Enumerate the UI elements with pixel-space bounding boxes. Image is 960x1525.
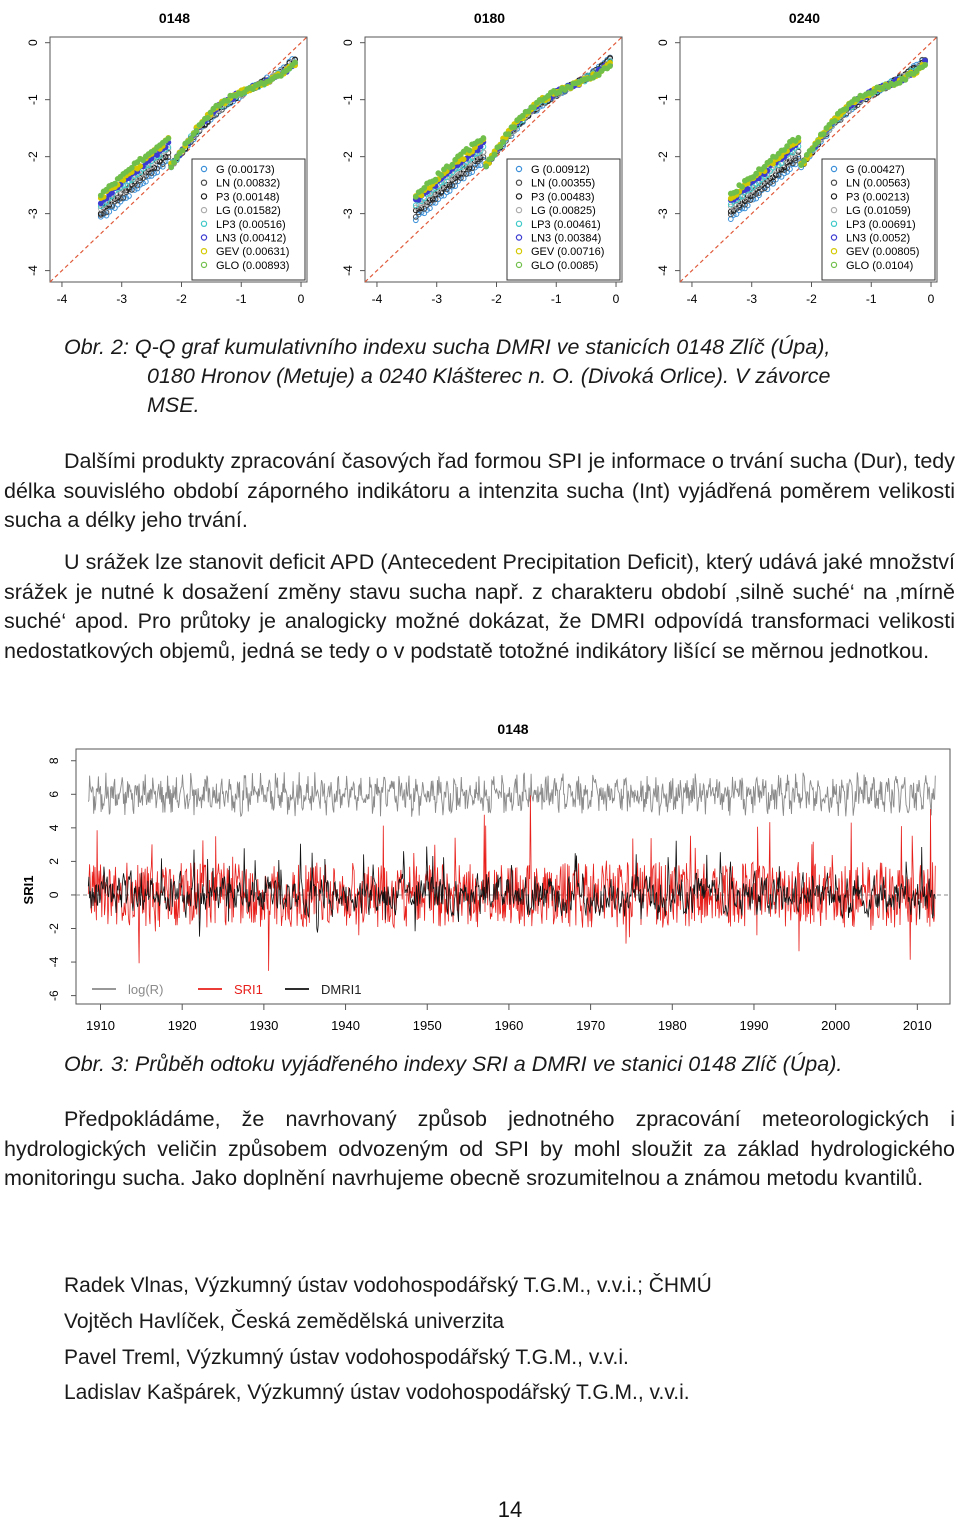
x-tick-label: 1920 [167,1018,197,1033]
y-tick-label: -2 [47,923,61,934]
qq-point [740,184,745,189]
author-3: Pavel Treml, Výzkumný ústav vodohospodářský T.G.M., v.v.i. [64,1346,629,1369]
qq-point [461,157,466,162]
qq-point [129,165,134,170]
qq-point [785,144,790,149]
figure3-caption: Obr. 3: Průběh odtoku vyjádřeného indexy SRI a DMRI ve stanici 0148 Zlíč (Úpa). [64,1052,843,1076]
qq-point [467,148,472,153]
qq-legend-label: LN (0.00563) [846,177,911,190]
qq-point [484,164,489,169]
qq-legend-label: LN (0.00832) [216,177,281,190]
qq-point [506,132,511,137]
qq-point [481,136,486,141]
author-1: Radek Vlnas, Výzkumný ústav vodohospodářský T.G.M., v.v.i.; ČHMÚ [64,1274,712,1297]
paragraph2-text: U srážek lze stanovit deficit APD (Antecedent Precipitation Deficit), který udává jaké množství srážek je nutné k dosažení změny stavu sucha např. z charakteru období ‚silně suché‘ na ‚mírně suché‘ apod. Pro průtoky je analogicky možné dokázat, že DMRI odpovídá transformaci velikosti nedostatkových objemů, jedná se tedy o v podstatě totožné indikátory lišící se měrnou jednotkou. [4,550,955,663]
x-tick-label: 0 [927,292,935,306]
qq-point [413,194,418,199]
series-line-logr [88,772,935,817]
x-tick-label: -3 [116,292,128,306]
qq-legend-label: GEV (0.00716) [531,246,605,259]
qq-legend [822,159,935,280]
y-tick-label: 0 [47,891,61,899]
qq-point [501,140,506,145]
qq-point [180,148,185,153]
qq-point [194,128,199,133]
author-4: Ladislav Kašpárek, Výzkumný ústav vodohospodářský T.G.M., v.v.i. [64,1381,690,1404]
qq-point [225,99,230,104]
paragraph-conclusion [4,1105,955,1194]
qq-point [439,173,444,178]
x-tick-label: -4 [686,292,698,306]
qq-legend-label: GLO (0.0085) [531,259,599,272]
y-tick-label: 4 [47,824,61,832]
x-tick-label: 1940 [331,1018,361,1033]
figure2-caption [64,333,831,420]
series-line-sri1 [88,795,935,971]
qq-panel-title: 0180 [473,10,506,26]
x-tick-label: 1910 [86,1018,115,1033]
qq-point [293,60,298,65]
qq-point [498,144,503,149]
qq-point [205,115,210,120]
x-tick-label: -4 [371,292,383,306]
qq-legend-label: LN (0.00355) [531,177,596,190]
qq-legend-label: GEV (0.00631) [216,246,290,259]
y-tick-label: 0 [656,39,670,47]
y-tick-label: -4 [656,265,670,276]
qq-point [821,132,826,137]
qq-legend-label: LG (0.00825) [531,205,596,218]
qq-panel-0240 [656,10,937,306]
x-tick-label: 1980 [657,1018,687,1033]
qq-legend [507,159,620,280]
author-2: Vojtěch Havlíček, Česká zemědělská univerzita [64,1310,505,1333]
qq-legend-label: GEV (0.00805) [846,246,920,259]
y-tick-label: -1 [26,94,40,106]
y-tick-label: -2 [656,151,670,162]
x-tick-label: -2 [491,292,502,306]
y-tick-label: -1 [656,94,670,106]
paragraph1-text: Dalšími produkty zpracování časových řad formou SPI je informace o trvání sucha (Dur), tedy délka souvislého období záporného indikátoru a intenzita sucha (Int) vyjádřená poměrem velikosti sucha a délky jeho trvání. [4,449,955,533]
figure2-caption-line2: 0180 Hronov (Metuje) a 0240 Klášterec n. O. (Divoká Orlice). V závorce [147,364,831,388]
qq-legend-label: LN3 (0.00412) [216,232,287,245]
y-tick-label: -4 [47,956,61,968]
legend-label: SRI1 [234,982,263,997]
page-number: 14 [497,1497,523,1522]
y-tick-label: -1 [341,94,355,106]
figure2-caption-line1: Obr. 2: Q-Q graf kumulativního indexu sucha DMRI ve stanicích 0148 Zlíč (Úpa), [64,335,831,359]
qq-legend-label: P3 (0.00213) [846,191,910,204]
qq-legend-label: P3 (0.00483) [531,191,595,204]
figure2-caption-line3: MSE. [147,393,200,417]
x-tick-label: -1 [550,292,562,306]
y-tick-label: -6 [47,990,61,1001]
y-tick-label: -2 [26,151,40,162]
qq-point [745,186,750,191]
qq-point [169,165,174,170]
qq-point [923,63,928,68]
paragraph-apd [4,548,955,666]
y-tick-label: -4 [26,265,40,276]
qq-point [802,159,807,164]
y-tick-label: 2 [47,858,61,865]
qq-point [608,64,613,69]
x-tick-label: 2010 [902,1018,932,1033]
y-tick-label: 0 [26,39,40,47]
x-tick-label: -2 [806,292,817,306]
paragraph-duration-intensity [4,447,955,536]
qq-legend-label: G (0.00912) [531,164,590,176]
qq-panel-title: 0148 [158,10,191,26]
x-tick-label: 2000 [821,1018,851,1033]
qq-point [833,118,838,123]
qq-point [433,177,438,182]
qq-legend-label: P3 (0.00148) [216,191,280,204]
qq-legend [192,159,305,280]
qq-legend-label: LP3 (0.00516) [216,218,286,231]
x-tick-label: -2 [176,292,187,306]
qq-point [796,135,801,140]
x-tick-label: 1950 [412,1018,442,1033]
chart-ylabel: SRI1 [21,875,36,905]
qq-panel-0180 [341,10,622,306]
legend-label: log(R) [128,982,164,997]
qq-point [754,171,759,176]
y-tick-label: -3 [26,208,40,219]
qq-point [492,152,497,157]
y-tick-label: -2 [341,151,355,162]
qq-point [810,147,815,152]
x-tick-label: -3 [746,292,758,306]
chart-title: 0148 [497,721,529,737]
x-tick-label: -1 [235,292,247,306]
x-tick-label: -1 [865,292,877,306]
qq-legend-label: LG (0.01582) [216,205,281,218]
qq-point [532,105,537,110]
qq-point [816,140,821,145]
qq-legend-label: G (0.00173) [216,164,275,176]
x-tick-label: 1970 [576,1018,606,1033]
qq-legend-label: LG (0.01059) [846,205,911,218]
x-tick-label: -3 [431,292,443,306]
qq-point [166,136,171,141]
x-tick-label: 0 [612,292,620,306]
qq-legend-label: LN3 (0.0052) [846,232,911,245]
legend-label: DMRI1 [321,982,362,997]
y-tick-label: -4 [341,265,355,276]
qq-point [903,77,908,82]
qq-legend-label: GLO (0.0104) [846,259,914,272]
qq-legend-label: LN3 (0.00384) [531,232,602,245]
qq-panel-title: 0240 [788,10,821,26]
y-tick-label: 6 [47,790,61,798]
qq-panel-0148 [26,10,307,306]
y-tick-label: -3 [656,208,670,219]
y-tick-label: 0 [341,39,355,47]
x-tick-label: -4 [56,292,68,306]
qq-point [734,189,739,194]
qq-point [512,125,517,130]
qq-legend-label: G (0.00427) [846,164,905,176]
y-tick-label: -3 [341,208,355,219]
x-tick-label: 1990 [739,1018,769,1033]
y-tick-label: 8 [47,757,61,765]
qq-point [450,162,455,167]
qq-point [112,181,117,186]
x-tick-label: 1960 [494,1018,524,1033]
qq-point [844,107,849,112]
qq-legend-label: LP3 (0.00461) [531,218,601,231]
qq-legend-label: LP3 (0.00691) [846,218,916,231]
timeseries-figure [0,712,960,1042]
qq-legend-label: GLO (0.00893) [216,259,290,272]
qq-figure [0,0,960,312]
paragraph3-text: Předpokládáme, že navrhovaný způsob jednotného zpracování meteorologických i hydrologických veličin způsobem odvozeným od SPI by mohl sloužit za základ hydrologického monitoringu sucha. Jako doplnění navrhujeme obecně srozumitelnou a známou metodu kvantilů. [4,1107,955,1191]
x-tick-label: 1930 [249,1018,279,1033]
x-tick-label: 0 [297,292,305,306]
qq-point [172,160,177,165]
